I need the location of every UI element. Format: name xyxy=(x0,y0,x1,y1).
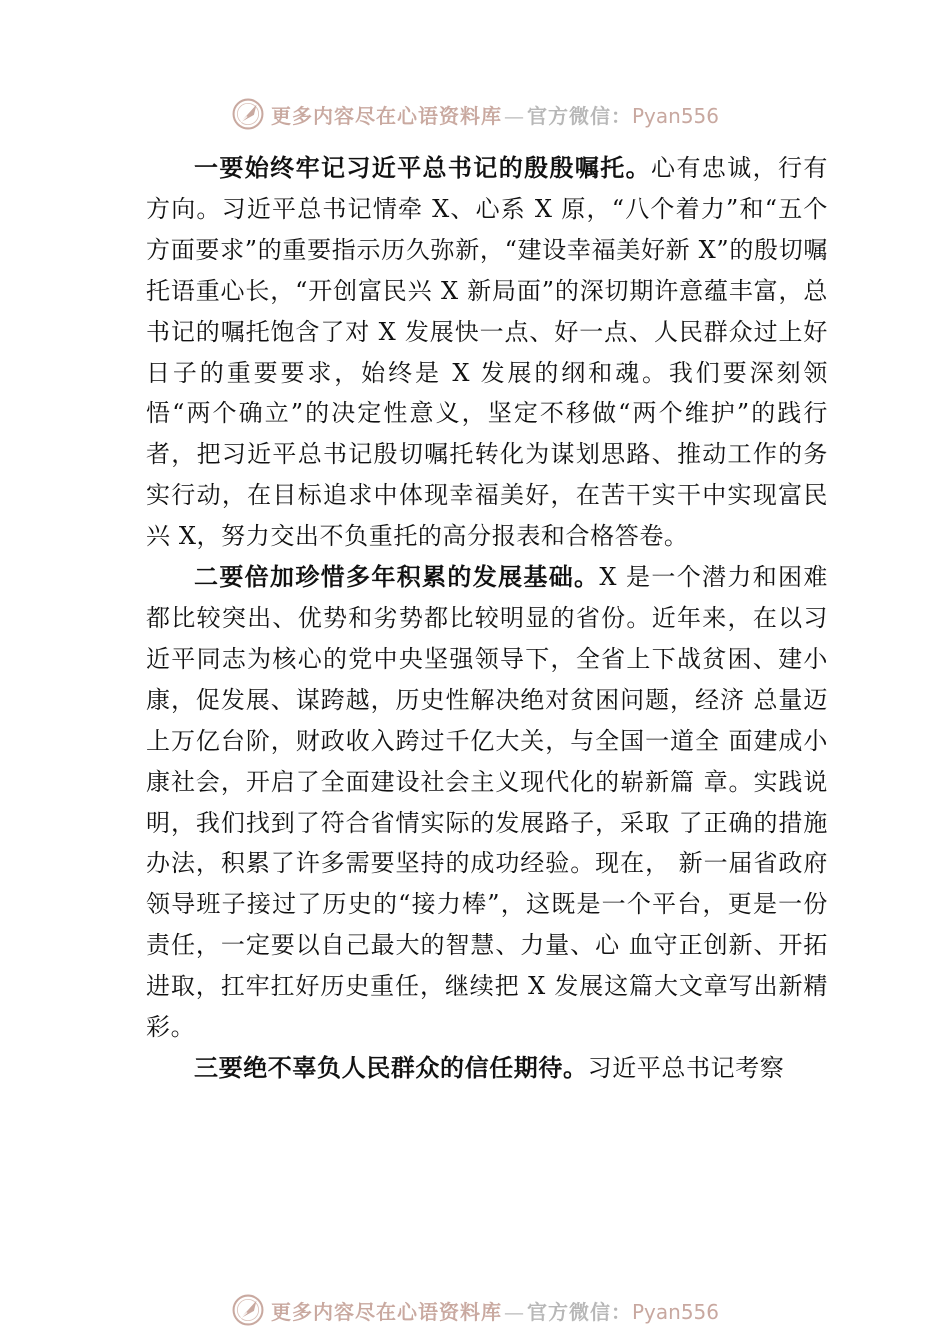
watermark-separator: — xyxy=(503,103,525,128)
paragraph-3-body: 习近平总书记考察 xyxy=(587,1053,785,1082)
paragraph-3-lead: 三要绝不辜负人民群众的信任期待。 xyxy=(194,1053,588,1082)
paragraph-1-body: 心有忠诚，行有方向。习近平总书记情牵 X、心系 X 原，“八个着力”和“五个方面要求”的重要指示历久弥新，“建设幸福美好新 X”的殷切嘱托语重心长，“开创富民兴 X 新局面”的深切期许意蕴丰富，总书记的嘱托饱含了对 X 发展快一点、好一点、人民群众过上好日子的重要要求，始终是 X 发展的纲和魂。我们要深刻领悟“两个确立”的决定性意义，坚定不移做“两个维护”的践行者，把习近平总书记殷切嘱托转化为谋划思路、推动工作的务实行动，在目标追求中体现幸福美好，在苦干实干中实现富民兴 X，努力交出不负重托的高分报表和合格答卷。 xyxy=(146,154,828,551)
watermark-brand: 更多内容尽在心语资料库 xyxy=(270,103,502,128)
watermark-text xyxy=(271,1296,719,1325)
watermark-header xyxy=(0,94,950,134)
document-body xyxy=(146,148,828,1089)
watermark-wechat-label: 官方微信： xyxy=(526,103,632,128)
paragraph-3 xyxy=(146,1048,828,1089)
quill-seal-logo-icon xyxy=(231,97,265,131)
watermark-wechat-label: 官方微信： xyxy=(526,1299,632,1324)
paragraph-1-lead: 一要始终牢记习近平总书记的殷殷嘱托。 xyxy=(194,154,652,182)
quill-seal-logo-icon xyxy=(231,1293,265,1327)
paragraph-1 xyxy=(146,148,828,557)
watermark-footer xyxy=(0,1290,950,1330)
watermark-handle: Pyan556 xyxy=(631,1299,719,1324)
watermark-handle: Pyan556 xyxy=(631,103,719,128)
watermark-brand: 更多内容尽在心语资料库 xyxy=(270,1299,502,1324)
paragraph-2-lead: 二要倍加珍惜多年积累的发展基础。 xyxy=(194,563,600,592)
watermark-separator: — xyxy=(503,1299,525,1324)
paragraph-2-body: X 是一个潜力和困难都比较突出、优势和劣势都比较明显的省份。近年来，在以习近平同志为核心的党中央坚强领导下，全省上下战贫困、建小康，促发展、谋跨越，历史性解决绝对贫困问题，经济 总量迈上万亿台阶，财政收入跨过千亿大关，与全国一道全 面建成小康社会，开启了全面建设社会主义现代化的崭新篇 章。实践说明，我们找到了符合省情实际的发展路子，采取 了正确的措施办法，积累了许多需要坚持的成功经验。现在， 新一届省政府领导班子接过了历史的“接力棒”，这既是一个平台，更是一份责任，一定要以自己最大的智慧、力量、心 血守正创新、开拓进取，扛牢扛好历史重任，继续把 X 发展这篇大文章写出新精彩。 xyxy=(146,563,828,1042)
watermark-text xyxy=(271,100,719,129)
paragraph-2 xyxy=(146,557,828,1048)
